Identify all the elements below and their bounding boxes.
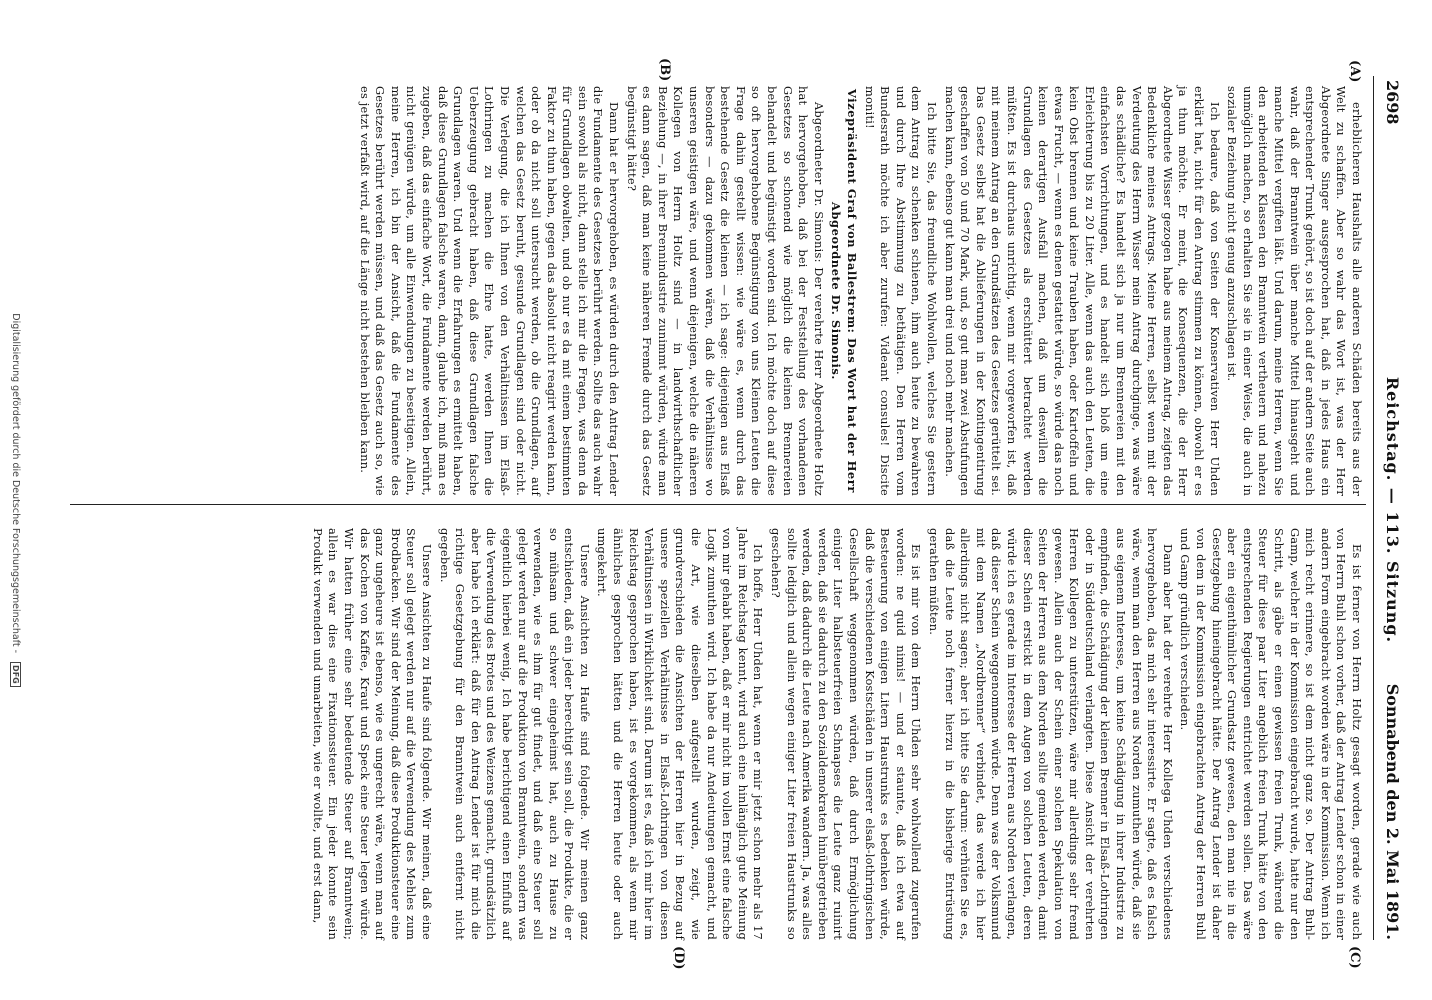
margin-marker-d: (D)	[671, 946, 686, 970]
footer-text: Digitalisierung gefördert durch die Deutsche Forschungsgemeinschaft -	[10, 313, 21, 654]
paragraph: Unsere Ansichten zu Haufe sind folgende. Wir meinen ganz entschieden, daß ein jeder berechtigt sein soll, die Produkte, die er so mühsam und schwer eingeheimst hat, auch zu Hause zu verwenden, wie es ihm für gut findet, und daß eine Steuer soll gelegt werden nur auf die Produktion von Branntwein, sondern was eigentlich hierbei wenig, Ich habe berichtigend einen Einfluß auf die Verwendung des Brotes und des Weizens gemacht, grundsätzlich aber habe ich erklärt: daß für den Antrag Lender ist für mich die richtige Gesetzgebung für den Branntwein auch entfernt nicht gegeben.	[437, 528, 592, 940]
margin-marker-a: (A)	[1347, 60, 1362, 83]
paragraph: Dann hat er hervorgehoben, es würden durch den Antrag Lender die Fundamente des Gesetzes berührt werden. Sollte das auch wahr sein sowohl als nicht, dann stelle ich mir die Fragen, was denn da für Grundlagen obwalten, und ob nur es da mit einem bestimmten Faktor zu thun haben, gegen das absolut nicht reagirt werden kann, oder ob da nicht soll untersucht werden, ob die Grundlagen, auf welchen das Gesetz beruht, gesunde Grundlagen sind oder nicht. Die Verlegung, die ich Ihnen von den Verhältnissen im Elsaß-Lothringen zu machen die Ehre hatte, werden Ihnen die Ueberzeugung gebracht haben, daß diese Grundlagen falsche Grundlagen waren. Und wenn die Erfahrungen es ermittelt haben, daß diese Grundlagen falsche waren, dann, glaube ich, muß man es zugeben, daß das einfache Wort, die Fundamente werden berührt, nicht genügen würde, um alle Einwendungen zu beseitigen. Allein, meine Herren, ich bin der Ansicht, daß die Fundamente des Gesetzes berührt werden müssen, und daß das Gesetz auch so, wie es jetzt verfaßt wird, auf die Länge nicht bestehen bleiben kann.	[357, 86, 622, 496]
right-column	[307, 528, 1364, 940]
header-date: Sonnabend den 2. Mai 1891.	[1383, 683, 1402, 940]
margin-marker-b: (B)	[657, 58, 672, 82]
speaker-heading: Vizepräsident Graf von Ballestrem: Das Wort hat der Herr Abgeordnete Dr. Simonis.	[829, 89, 859, 493]
header-rule	[1373, 76, 1374, 940]
digitization-footer	[10, 0, 21, 1000]
paragraph: Unsere Ansichten zu Haufe sind folgende. Wir meinen, daß eine Steuer soll gelegt werden nur auf die Verwendung des Mehles zum Brodbacken. Wir sind der Meinung, daß diese Produktionsteuer eine ganz ungeheure ist ebenso, wie es ungerecht wäre, wenn man auf das Kochen von Kaffee, Kraut und Speck eine Steuer legen würde. Wir hatten früher eine sehr bedeutende Steuer auf Branntwein; allein es war dies eine Fixationssteuer. Ein jeder konnte sein Produkt verwenden und umarbeiten, wie er wollte, und erst dann,	[310, 528, 434, 940]
paragraph: erheblicheren Haushalts alle anderen Schäden bereits aus der Welt zu schaffen. Aber so wahr das Wort ist, was der Herr Abgeordnete Singer ausgesprochen hat, daß in jedes Haus ein entsprechender Trunk gehört, so ist doch auf der andern Seite auch wahr, daß der Branntwein über manche Mittel hinausgeht und manche Mittel vergiften läßt. Und darum, meine Herren, wenn Sie den arbeitenden Klassen den Branntwein vertheuern und nahezu unmöglich machen, so erhalten Sie sie in einer Weise, die auch in sozialer Beziehung nicht genug anzuschlagen ist.	[1225, 86, 1364, 496]
paragraph: Ich bedaure, daß von Seiten der Konservativen Herr Uhden erklärt hat, nicht für den Antrag stimmen zu können, obwohl er es ja thun möchte. Er meint, die Konsequenzen, die der Herr Abgeordnete Wisser gezogen habe aus meinem Antrag, zeigten das Bedenkliche meines Antrags. Meine Herren, selbst wenn mit der Verdeutung des Herrn Wisser mein Antrag durchginge, was wäre das schädliche? Es handelt sich ja nur um Brennereien mit den einfachsten Vorrichtungen, und es handelt sich bloß um eine Erleichterung bis zu 20 Liter. Alle, wenn das auch den Leuten, die kein Obst brennen und keine Trauben haben, oder Kartoffeln und etwas Frucht, — wenn es denen gestattet würde, so würde das noch keinen derartigen Ausfall machen, daß um deswillen die Grundlagen des Gesetzes als erschüttert betrachtet werden müßten. Es ist durchaus unrichtig, wenn mir vorgeworfen ist, daß mit meinem Antrag an den Grundsätzen des Gesetzes gerüttelt sei. Das Gesetz selbst hat die Ablieferungen in der Kontingentirung geschaffen von 50 und 70 Mark, und, so gut man zwei Abstufungen machen kann, ebenso gut kann man drei und noch mehr machen.	[942, 86, 1222, 496]
header-title: Reichstag. — 113. Sitzung.	[1383, 376, 1402, 644]
dfg-logo: DFG	[10, 662, 21, 687]
margin-marker-c: (C)	[1347, 946, 1362, 969]
column-divider	[70, 504, 1366, 505]
paragraph: Es ist mir von dem Herrn Uhden sehr wohlwollend zugerufen worden: ne quid nimis! — und er staunte, daß ich etwa auf Besteuerung von einigen Litern Haustrunks es bedenken würde, daß die verschiedenen Kostschäden in unserer elsaß-lothringischen Gesellschaft weggenommen würden, daß durch Ermöglichung einiger Liter halbsteuerfreien Schnapses die Leute ganz ruinirt werden, daß sie dadurch zu den Sozialdemokraten hinübergetrieben werden, daß dadurch die Leute nach Amerika wandern. Ja, was alles sollte lediglich und allein wegen einiger Liter freien Haustrunks so geschehen?	[769, 528, 924, 940]
paragraph: Abgeordneter Dr. Simonis: Der verehrte Herr Abgeordnete Holtz hat hervorgehoben, daß bei der Feststellung des vorhandenen Gesetzes so schonend wie möglich die kleinen Brennereien behandelt und begünstigt worden sind. Ich möchte doch auf diese so oft hervorgehobene Begünstigung von uns Kleinen Leuten die Frage dahin gestellt wissen: wie wäre es, wenn durch das bestehende Gesetz die kleinen — ich sage: diejenigen aus Elsaß besonders — dazu gekommen wären, daß die Verhältnisse wo unseren geistigen wäre, und wenn diejenigen, welche die näheren Kollegen von Herrn Holtz sind — in landwirthschaftlicher Beziehung —, in ihrer Brennindustrie zunimmt würden, würde man es dann sagen, daß man keine näheren Fremde durch das Gesetz begünstigt hätte?	[624, 86, 826, 496]
paragraph: Ich bitte Sie, das freundliche Wohlwollen, welches Sie gestern dem Antrag zu schenken schienen, ihm auch heute zu bewahren und durch Ihre Abstimmung zu bethätigen. Den Herren vom Bundesrath möchte ich aber zurufen: Videant consules! Discite moniti!	[862, 86, 939, 496]
page-number: 2698	[1383, 80, 1402, 125]
left-column	[354, 86, 1364, 496]
paragraph: Ich hoffe, Herr Uhden hat, wenn er mir jetzt schon mehr als 17 Jahre im Reichstag kennt, wird auch eine hinlänglich gute Meinung von mir gehabt haben, daß er mir nicht im vollen Ernst eine falsche Logik zumuthen wird. Ich habe da nur Andeutungen gemacht, und die Art, wie dieselben aufgestellt wurden, zeigt, wie grundverschieden die Ansichten der Herren hier in Bezug auf unsere speziellen Verhältnisse in Elsaß-Lothringen von diesen Verhältnissen in Wirklichkeit sind. Darum ist es, daß ich mir hier im Reichstag gesprochen haben, ist es vorgekommen, als wenn mir ähnliches gesprochen hätten und die Herren heute oder auch umgekehrt.	[595, 528, 766, 940]
paragraph: Es ist ferner von Herrn Holtz gesagt worden, gerade wie auch von Herrn Buhl schon vorher, daß der Antrag Lender schon in einer andern Form eingebracht worden wäre in der Kommission. Wenn ich mich recht erinnere, so ist dem nicht ganz so. Der Antrag Buhl-Gamp, welcher in der Kommission eingebracht wurde, hatte nur den Schritt, als gäbe er einen gewissen freien Trunk, während die Steuer für diese paar Liter angeblich freien Trunk hätte von den entsprechenden Regierungen entrichtet werden sollen. Das wäre aber ein eigenthümlicher Grundsatz gewesen, den man nie in die Gesetzgebung hineingebracht hätte. Der Antrag Lender ist daher von dem in der Kommission eingebrachten Antrag der Herren Buhl und Gamp gründlich verschieden.	[1178, 528, 1364, 940]
paragraph: Dann aber hat der verehrte Herr Kollega Uhden verschiedenes hervorgehoben, das mich sehr interessirte. Er sagte, daß es falsch wäre, wenn man den Herren aus Norden zumuthen würde, daß sie aus eigenem Interesse, um keine Schädigung in ihrer Industrie zu empfinden, die Schädigung der kleinen Brenner in Elsaß-Lothringen oder in Süddeutschland verlangten. Diese Ansicht der verehrten Herren Kollegen zu unterstützen, wäre mir allerdings sehr fremd gewesen. Allein auch der Schein einer solchen Spekulation von Seiten der Herren aus dem Norden sollte gemieden werden, damit dieser Schein erstickt in dem Augen von solchen Leuten, deren würde ich es gerade im Interesse der Herren aus Norden verlangen, daß dieser Schein weggenommen würde. Denn was der Volksmund mit dem Namen „Nordbrenner“ verbindet, das werde ich hier allerdings nicht sagen; aber ich bitte Sie darum: verhüten Sie es, daß die Leute noch ferner hierzu in die bisherige Entrüstung gerathen müßten.	[926, 528, 1175, 940]
page-header	[1378, 80, 1402, 940]
